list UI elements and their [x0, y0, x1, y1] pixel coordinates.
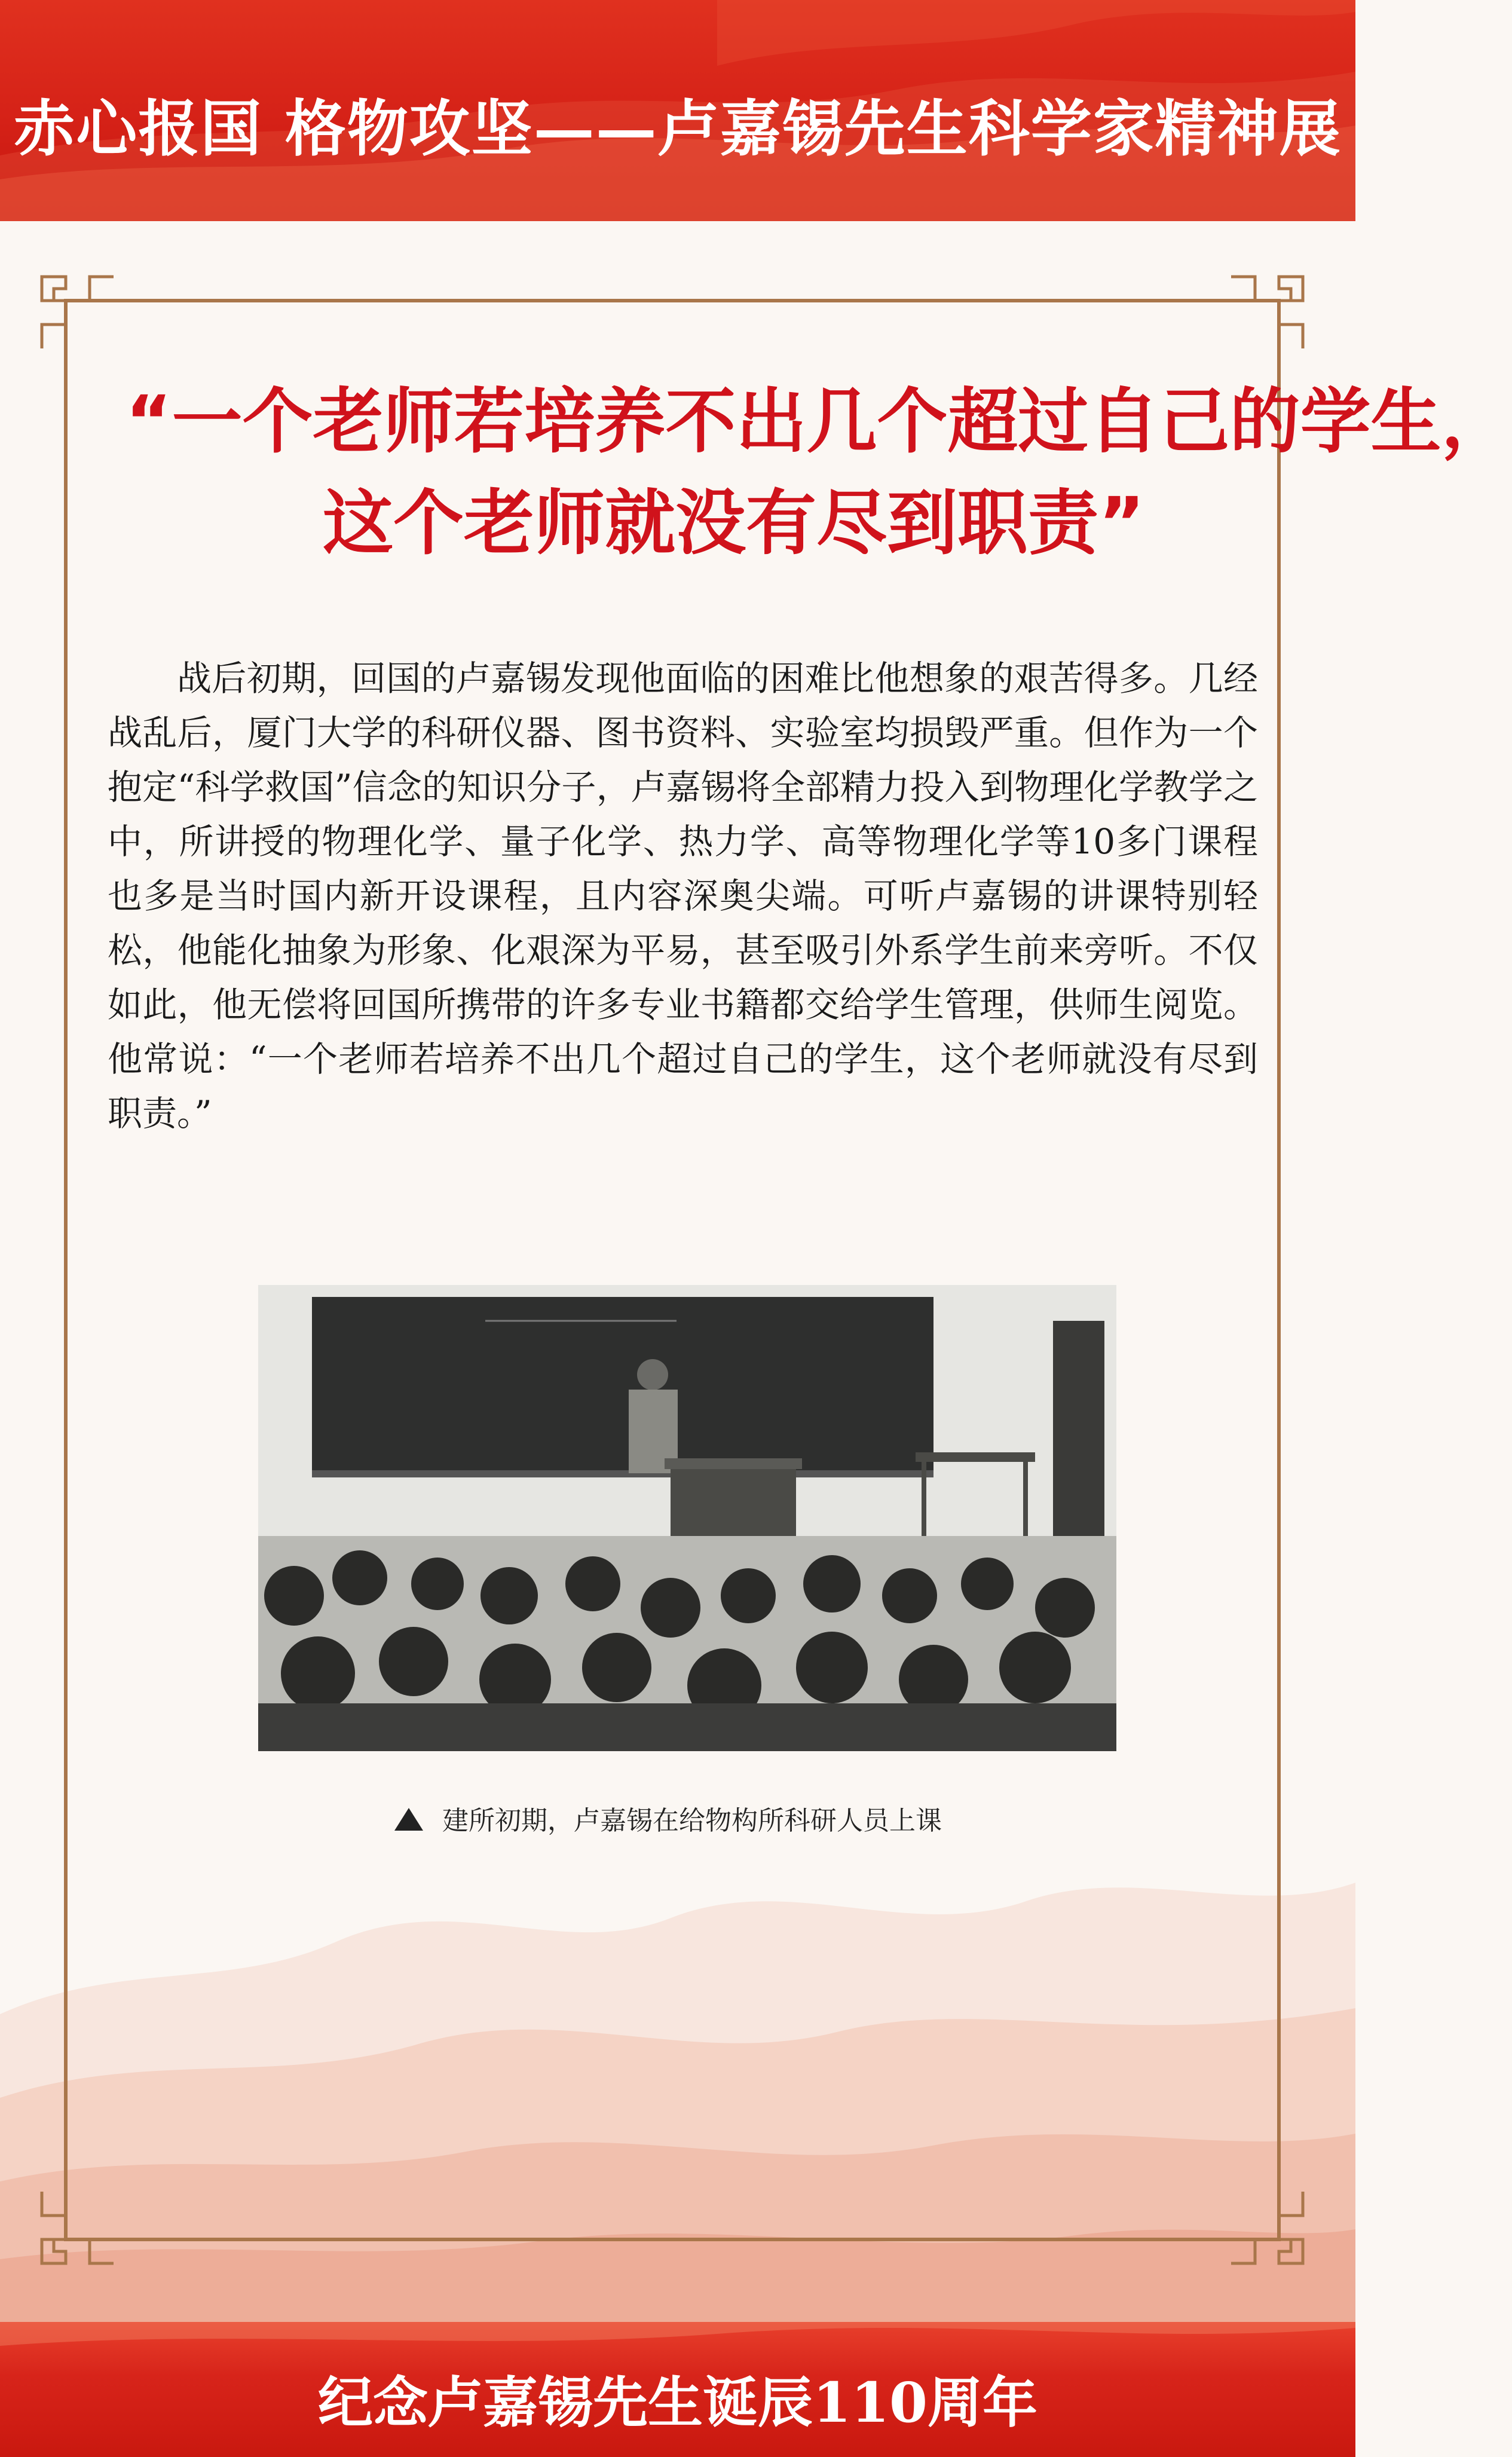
footer-banner: [0, 2322, 1355, 2457]
body-paragraph: 战后初期，回国的卢嘉锡发现他面临的困难比他想象的艰苦得多。几经战乱后，厦门大学的科研仪器、图书资料、实验室均损毁严重。但作为一个抱定“科学救国”信念的知识分子，卢嘉锡将全部精力投入到物理化学教学之中，所讲授的物理化学、量子化学、热力学、高等物理化学等10多门课程也多是当时国内新开设课程，且内容深奥尖端。可听卢嘉锡的讲课特别轻松，他能化抽象为形象、化艰深为平易，甚至吸引外系学生前来旁听。不仅如此，他无偿将回国所携带的许多专业书籍都交给学生管理，供师生阅览。他常说：“一个老师若培养不出几个超过自己的学生，这个老师就没有尽到职责。”: [108, 658, 1258, 1134]
triangle-up-icon: [394, 1808, 423, 1831]
photo-caption-text: 建所初期，卢嘉锡在给物构所科研人员上课: [442, 1806, 942, 1836]
headline-quote-line-2: 这个老师就没有尽到职责”: [323, 482, 1145, 564]
classroom-photo: [258, 1285, 1116, 1751]
header-banner: [0, 0, 1355, 221]
headline-quote-line-1: “一个老师若培养不出几个超过自己的学生，: [126, 380, 1512, 463]
header-title: 赤心报国 格物攻坚——卢嘉锡先生科学家精神展: [14, 93, 1342, 165]
photo-caption: [394, 1799, 942, 1837]
headline-quote: [126, 371, 1512, 574]
footer-title: 纪念卢嘉锡先生诞辰110周年: [317, 2370, 1038, 2435]
